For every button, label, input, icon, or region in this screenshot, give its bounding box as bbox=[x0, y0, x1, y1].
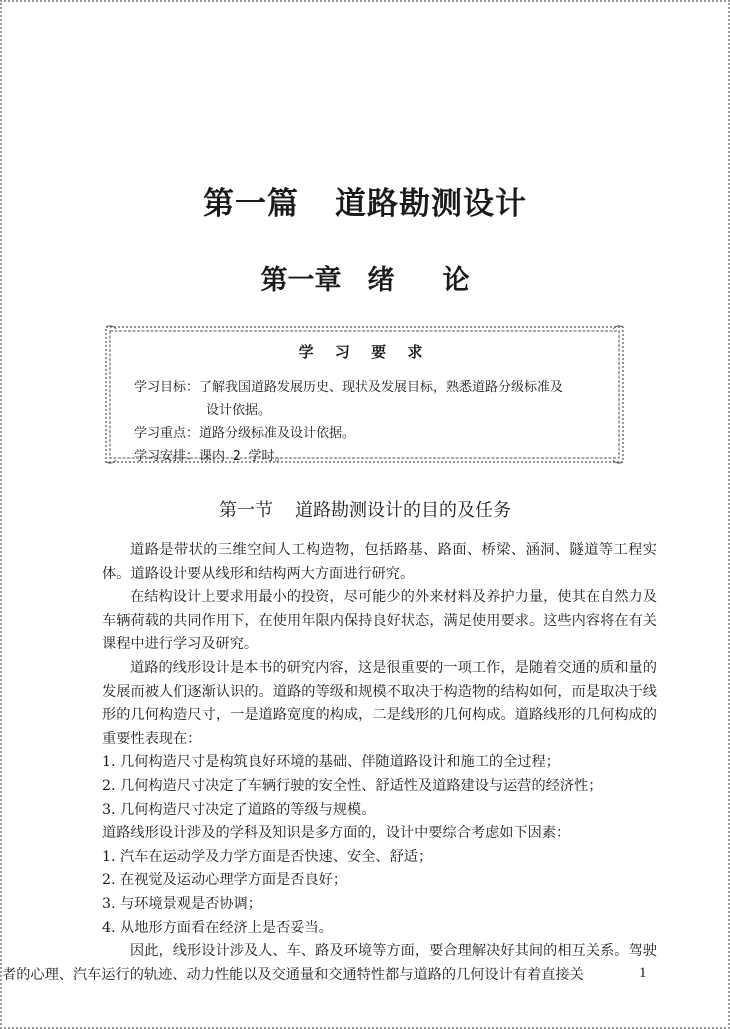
section-name: 道路勘测设计的目的及任务 bbox=[295, 500, 511, 521]
list-item: 2. 几何构造尺寸决定了车辆行驶的安全性、舒适性及道路建设与运营的经济性； bbox=[102, 777, 603, 794]
list-item: 3. 几何构造尺寸决定了道路的等级与规模。 bbox=[102, 801, 376, 818]
chapter-title-part-a: 绪 bbox=[367, 265, 395, 296]
paragraph: 因此，线形设计涉及人、车、路及环境等方面，要合理解决好其间的相互关系。驾驶者的心理、汽车运行的轨迹、动力性能以及交通量和交通特性都与道路的几何设计有着直接关 bbox=[2, 943, 657, 983]
learning-requirements-box bbox=[102, 323, 627, 466]
paragraph: 道路线形设计涉及的学科及知识是多方面的，设计中要综合考虑如下因素： bbox=[102, 825, 571, 842]
list-item: 4. 从地形方面看在经济上是否妥当。 bbox=[102, 919, 333, 936]
part-title bbox=[2, 178, 728, 223]
part-name: 道路勘测设计 bbox=[335, 186, 527, 222]
schedule-line: 学习安排：课内 2 学时。 bbox=[134, 449, 288, 464]
goal-line: 学习目标：了解我国道路发展历史、现状及发展目标，熟悉道路分级标准及 bbox=[134, 380, 564, 395]
paragraph: 道路是带状的三维空间人工构造物，包括路基、路面、桥梁、涵洞、隧道等工程实体。道路设计要从线形和结构两大方面进行研究。 bbox=[102, 542, 657, 582]
section-label: 第一节 bbox=[219, 500, 273, 521]
chapter-label: 第一章 bbox=[260, 265, 342, 296]
body-text bbox=[2, 539, 657, 987]
list-item: 3. 与环境景观是否协调； bbox=[102, 895, 262, 912]
section-title bbox=[2, 496, 728, 522]
part-label: 第一篇 bbox=[203, 186, 299, 222]
paragraph: 在结构设计上要求用最小的投资，尽可能少的外来材料及养护力量，使其在自然力及车辆荷载的共同作用下，在使用年限内保持良好状态，满足使用要求。这些内容将在有关课程中进行学习及研究。 bbox=[102, 589, 657, 653]
chapter-title bbox=[2, 258, 728, 297]
goal-line-continued: 设计依据。 bbox=[206, 403, 272, 418]
focus-line: 学习重点：道路分级标准及设计依据。 bbox=[134, 426, 356, 441]
requirements-heading: 学 习 要 求 bbox=[298, 343, 431, 361]
page-number: 1 bbox=[639, 965, 647, 981]
list-item: 1. 几何构造尺寸是构筑良好环境的基础、伴随道路设计和施工的全过程； bbox=[102, 754, 560, 771]
chapter-title-part-b: 论 bbox=[442, 265, 470, 296]
paragraph: 道路的线形设计是本书的研究内容，这是很重要的一项工作，是随着交通的质和量的发展而被人们逐渐认识的。道路的等级和规模不取决于构造物的结构如何，而是取决于线形的几何构造尺寸，一是道路宽度的构成，二是线形的几何构成。道路线形的几何构成的重要性表现在： bbox=[102, 659, 657, 747]
list-item: 1. 汽车在运动学及力学方面是否快速、安全、舒适； bbox=[102, 848, 433, 865]
list-item: 2. 在视觉及运动心理学方面是否良好； bbox=[102, 872, 348, 889]
